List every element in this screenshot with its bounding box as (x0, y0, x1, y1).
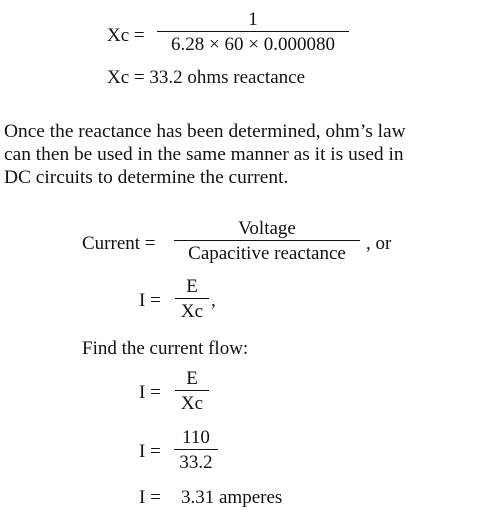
formula2-suffix: , or (366, 233, 392, 254)
fraction-bar (175, 298, 209, 299)
formula3-denominator: Xc (180, 301, 204, 322)
formula1-result: Xc = 33.2 ohms reactance (107, 67, 305, 88)
formula5-numerator: 110 (182, 427, 210, 448)
formula4-fraction (175, 368, 209, 414)
fraction-bar (175, 390, 209, 391)
paragraph-line: Once the reactance has been determined, ohm’s law (4, 121, 406, 142)
explanation-paragraph (4, 120, 478, 189)
formula1-denominator: 6.28 × 60 × 0.000080 (171, 34, 335, 55)
result-lhs: I = (139, 487, 161, 508)
find-current-text: Find the current flow: (82, 338, 249, 359)
formula4-denominator: Xc (180, 393, 204, 414)
paragraph-line: DC circuits to determine the current. (4, 167, 289, 188)
formula3-numerator: E (186, 276, 198, 297)
formula2-lhs: Current = (82, 233, 156, 254)
formula3-lhs: I = (139, 290, 161, 311)
fraction-bar (174, 449, 218, 450)
formula4-numerator: E (186, 368, 198, 389)
paragraph-line: can then be used in the same manner as it is used in (4, 144, 404, 165)
formula3-suffix: , (211, 290, 216, 311)
formula1-lhs: Xc = (107, 25, 145, 46)
formula1-fraction (157, 9, 349, 55)
formula2-denominator: Capacitive reactance (188, 243, 346, 264)
formula5-denominator: 33.2 (179, 452, 213, 473)
result-value: 3.31 amperes (181, 487, 283, 508)
formula5-lhs: I = (139, 441, 161, 462)
formula3-fraction (175, 276, 209, 322)
fraction-bar (157, 31, 349, 32)
formula5-fraction (174, 427, 218, 473)
formula4-lhs: I = (139, 382, 161, 403)
formula1-numerator: 1 (248, 9, 258, 30)
fraction-bar (174, 240, 360, 241)
formula2-fraction (174, 218, 360, 264)
formula2-numerator: Voltage (238, 218, 296, 239)
